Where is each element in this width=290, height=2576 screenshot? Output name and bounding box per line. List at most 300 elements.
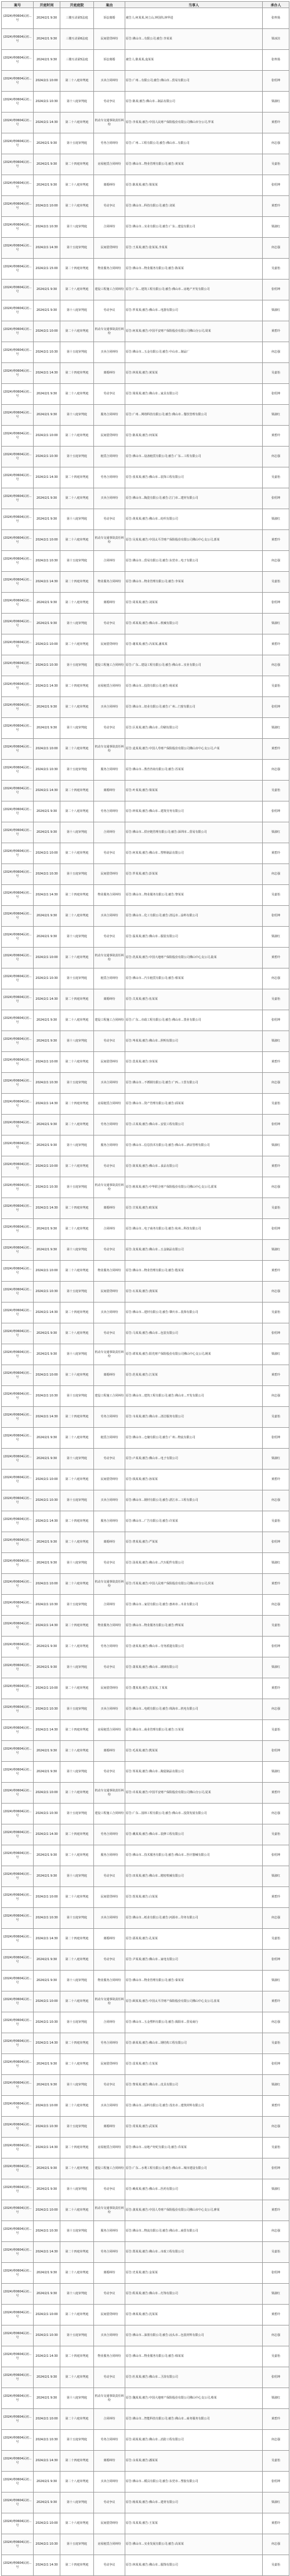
parties-cell: 原告:佛山市...投资有限公司;被告:杨某某 bbox=[125, 676, 263, 697]
courtroom-cell: 第二十六庭审判庭 bbox=[60, 843, 94, 864]
table-row bbox=[2, 634, 289, 655]
case-number-cell: (2024)粤0604民初...号 bbox=[2, 864, 34, 885]
hearing-time-cell: 2024/2/1 14:30 bbox=[34, 363, 60, 384]
judge-cell: 黄碧玲 bbox=[263, 321, 289, 342]
table-row bbox=[2, 2242, 289, 2263]
case-number-cell: (2024)粤0604民初...号 bbox=[2, 1511, 34, 1532]
hearing-time-cell: 2024/2/1 10:30 bbox=[34, 2012, 60, 2033]
cause-cell: 劳务合同纠纷 bbox=[94, 467, 125, 488]
cause-cell: 劳动争议 bbox=[94, 1323, 125, 1344]
courtroom-cell: 第十五庭审判庭 bbox=[60, 551, 94, 572]
hearing-time-cell: 2024/2/1 14:30 bbox=[34, 1094, 60, 1115]
table-row bbox=[2, 906, 289, 927]
cause-cell: 劳动争议 bbox=[94, 843, 125, 864]
hearing-time-cell: 2024/2/1 9:30 bbox=[34, 1845, 60, 1866]
hearing-time-cell: 2024/2/1 9:30 bbox=[34, 1553, 60, 1574]
judge-cell: 梁淑红 bbox=[263, 1971, 289, 1991]
judge-cell: 梁淑红 bbox=[263, 1866, 289, 1887]
hearing-time-cell: 2024/2/1 10:30 bbox=[34, 217, 60, 238]
judge-cell: 何志强 bbox=[263, 1490, 289, 1511]
hearing-time-cell: 2024/2/1 10:30 bbox=[34, 92, 60, 113]
judge-cell: 何志强 bbox=[263, 1177, 289, 1198]
case-number-cell: (2024)粤0604民初...号 bbox=[2, 1010, 34, 1031]
judge-cell: 张绍坤 bbox=[263, 1219, 289, 1240]
case-number-cell: (2024)粤0604民初...号 bbox=[2, 1637, 34, 1657]
hearing-time-cell: 2024/2/1 10:30 bbox=[34, 760, 60, 781]
table-row bbox=[2, 1052, 289, 1073]
cause-cell: 买卖合同纠纷 bbox=[94, 2096, 125, 2117]
judge-cell: 黄碧玲 bbox=[263, 1261, 289, 1282]
table-row bbox=[2, 113, 289, 133]
judge-cell: 何志强 bbox=[263, 864, 289, 885]
hearing-time-cell: 2024/2/1 10:00 bbox=[34, 948, 60, 968]
judge-cell: 黄碧玲 bbox=[263, 196, 289, 217]
table-row bbox=[2, 1678, 289, 1699]
table-row bbox=[2, 280, 289, 300]
case-number-cell: (2024)粤0604民初...号 bbox=[2, 1991, 34, 2012]
courtroom-cell: 第二十四庭审判庭 bbox=[60, 1824, 94, 1845]
case-number-cell: (2024)粤0604民初...号 bbox=[2, 676, 34, 697]
judge-cell: 黄碧玲 bbox=[263, 2200, 289, 2221]
courtroom-cell: 第十五庭审判庭 bbox=[60, 1073, 94, 1094]
hearing-time-cell: 2024/2/1 9:30 bbox=[34, 1115, 60, 1135]
courtroom-cell: 第十五庭审判庭 bbox=[60, 2221, 94, 2242]
case-number-cell: (2024)粤0604民初...号 bbox=[2, 2075, 34, 2096]
courtroom-cell: 第十八庭审判庭 bbox=[60, 2492, 94, 2513]
parties-cell: 原告:罗某某;被告:彭某某 bbox=[125, 864, 263, 885]
cause-cell: 买卖合同纠纷 bbox=[94, 1699, 125, 1720]
judge-cell: 何志强 bbox=[263, 551, 289, 572]
judge-cell: 张绍坤 bbox=[263, 280, 289, 300]
parties-cell: 原告:佛山市...广告有限公司;被告:许某某 bbox=[125, 1511, 263, 1532]
courtroom-cell: 第十八庭审判庭 bbox=[60, 300, 94, 321]
case-number-cell: (2024)粤0604民初...号 bbox=[2, 133, 34, 154]
judge-cell: 梁淑红 bbox=[263, 1553, 289, 1574]
courtroom-cell: 第二十八庭审判庭 bbox=[60, 71, 94, 92]
cause-cell: 离婚纠纷 bbox=[94, 1741, 125, 1762]
cause-cell: 离婚纠纷 bbox=[94, 593, 125, 614]
parties-cell: 原告:佛山市...建筑工程有限公司;被告:佛山市...开发有限公司 bbox=[125, 1386, 263, 1407]
judge-cell: 何志强 bbox=[263, 1804, 289, 1824]
parties-cell: 原告:佛山市...纸业有限公司;被告:河源市...印务有限公司 bbox=[125, 1908, 263, 1929]
courtroom-cell: 第十八庭审判庭 bbox=[60, 405, 94, 426]
hearing-time-cell: 2024/2/1 9:30 bbox=[34, 1344, 60, 1365]
case-number-cell: (2024)粤0604民初...号 bbox=[2, 1261, 34, 1282]
courtroom-cell: 第二十八庭审判庭 bbox=[60, 175, 94, 196]
hearing-time-cell: 2024/2/1 9:30 bbox=[34, 509, 60, 530]
parties-cell: 原告:何某某;被告:佛山市...塑料制品有限公司 bbox=[125, 843, 263, 864]
cause-cell: 房屋租赁合同纠纷 bbox=[94, 1720, 125, 1741]
hearing-time-cell: 2024/2/1 9:30 bbox=[34, 2284, 60, 2305]
table-row bbox=[2, 1428, 289, 1449]
hearing-time-cell: 2024/2/1 10:00 bbox=[34, 2200, 60, 2221]
judge-cell: 梁淑红 bbox=[263, 1031, 289, 1052]
parties-cell: 原告:佛山市...涂料有限公司;被告:茂名市...建筑材料有限公司 bbox=[125, 2096, 263, 2117]
judge-cell: 吴嘉怡 bbox=[263, 2242, 289, 2263]
cause-cell: 劳动争议 bbox=[94, 509, 125, 530]
case-number-cell: (2024)粤0604民初...号 bbox=[2, 2451, 34, 2472]
courtroom-cell: 第二十六庭审判庭 bbox=[60, 1678, 94, 1699]
parties-cell: 原告:佛山市...信息技术有限公司;被告:佛山市...酒店管理有限公司 bbox=[125, 1135, 263, 1156]
table-row bbox=[2, 384, 289, 405]
table-row bbox=[2, 676, 289, 697]
hearing-time-cell: 2024/2/1 10:00 bbox=[34, 1887, 60, 1908]
hearing-time-cell: 2024/2/1 9:30 bbox=[34, 1950, 60, 1971]
cause-cell: 物业服务合同纠纷 bbox=[94, 1616, 125, 1637]
hearing-time-cell: 2024/2/1 14:30 bbox=[34, 2451, 60, 2472]
table-row bbox=[2, 2263, 289, 2284]
parties-cell: 原告:何某某;被告:中国平安财产保险股份有限公司佛山分公司,周某 bbox=[125, 321, 263, 342]
judge-cell: 吴嘉怡 bbox=[263, 989, 289, 1010]
judge-cell: 吴嘉怡 bbox=[263, 1094, 289, 1115]
judge-cell: 黄碧玲 bbox=[263, 2409, 289, 2430]
cause-cell: 劳动争议 bbox=[94, 2367, 125, 2388]
table-row bbox=[2, 2534, 289, 2555]
judge-cell: 梁淑红 bbox=[263, 405, 289, 426]
courtroom-cell: 第二十六庭审判庭 bbox=[60, 1156, 94, 1177]
cause-cell: 机动车交通事故责任纠纷 bbox=[94, 321, 125, 342]
hearing-time-cell: 2024/2/1 10:00 bbox=[34, 634, 60, 655]
judge-cell: 黄碧玲 bbox=[263, 1156, 289, 1177]
hearing-time-cell: 2024/2/1 9:30 bbox=[34, 927, 60, 948]
parties-cell: 原告:杨某某;被告:佛山市...建材有限公司 bbox=[125, 2492, 263, 2513]
cause-cell: 物业服务合同纠纷 bbox=[94, 572, 125, 593]
parties-cell: 原告:周某某;被告:刘某某 bbox=[125, 593, 263, 614]
courtroom-cell: 第二十八庭审判庭 bbox=[60, 1115, 94, 1135]
hearing-time-cell: 2024/2/1 14:30 bbox=[34, 2242, 60, 2263]
cause-cell: 劳动争议 bbox=[94, 1449, 125, 1470]
cause-cell: 劳动争议 bbox=[94, 92, 125, 113]
cause-cell: 买卖合同纠纷 bbox=[94, 71, 125, 92]
table-row bbox=[2, 2179, 289, 2200]
cause-cell: 买卖合同纠纷 bbox=[94, 697, 125, 718]
courtroom-cell: 第十五庭审判庭 bbox=[60, 1804, 94, 1824]
hearing-time-cell: 2024/2/1 9:30 bbox=[34, 1637, 60, 1657]
parties-cell: 原告:麦某某;被告:中国人寿财产保险股份有限公司佛山市中心支公司,卢某 bbox=[125, 739, 263, 760]
table-row bbox=[2, 196, 289, 217]
hearing-time-cell: 2024/2/1 9:30 bbox=[34, 280, 60, 300]
cause-cell: 买卖合同纠纷 bbox=[94, 1908, 125, 1929]
table-row bbox=[2, 697, 289, 718]
courtroom-cell: 第十五庭审判庭 bbox=[60, 2012, 94, 2033]
courtroom-cell: 第二十八庭审判庭 bbox=[60, 1845, 94, 1866]
table-row bbox=[2, 2284, 289, 2305]
cause-cell: 民间借贷纠纷 bbox=[94, 634, 125, 655]
parties-cell: 原告:马某某;被告:佛山市...包装有限公司 bbox=[125, 1323, 263, 1344]
case-number-cell: (2024)粤0604民初...号 bbox=[2, 2033, 34, 2054]
cause-cell: 建设工程施工合同纠纷 bbox=[94, 1386, 125, 1407]
parties-cell: 原告:佛山市...资产管理有限公司;被告:邱某某 bbox=[125, 1094, 263, 1115]
case-number-cell: (2024)粤0604民初...号 bbox=[2, 1052, 34, 1073]
case-number-cell: (2024)粤0604民初...号 bbox=[2, 906, 34, 927]
judge-cell: 吴嘉怡 bbox=[263, 885, 289, 906]
judge-cell: 黄碧玲 bbox=[263, 1783, 289, 1804]
parties-cell: 原告:陈某某;被告:梁某某 bbox=[125, 175, 263, 196]
cause-cell: 离婚纠纷 bbox=[94, 1532, 125, 1553]
cause-cell: 机动车交通事故责任纠纷 bbox=[94, 739, 125, 760]
case-number-cell: (2024)粤0604民初...号 bbox=[2, 2179, 34, 2200]
cause-cell: 民间借贷纠纷 bbox=[94, 2513, 125, 2534]
table-row bbox=[2, 1031, 289, 1052]
parties-cell: 原告:佛山市...供应链管理有限公司;被告:深圳市...贸易有限公司 bbox=[125, 822, 263, 843]
judge-cell: 何志强 bbox=[263, 760, 289, 781]
case-number-cell: (2024)粤0604民初...号 bbox=[2, 1574, 34, 1595]
parties-cell: 原告:广州...工程有限公司;被告:佛山市...有限公司 bbox=[125, 133, 263, 154]
courtroom-cell: 第二十六庭审判庭 bbox=[60, 1887, 94, 1908]
judge-cell: 吴嘉怡 bbox=[263, 572, 289, 593]
courtroom-cell: 三楼互动第5法庭 bbox=[60, 8, 94, 29]
courtroom-cell: 第二十四庭审判庭 bbox=[60, 2138, 94, 2158]
judge-cell: 张绍坤 bbox=[263, 801, 289, 822]
courtroom-cell: 第十五庭审判庭 bbox=[60, 1490, 94, 1511]
cause-cell: 劳动争议 bbox=[94, 1156, 125, 1177]
parties-cell: 原告:龙某某;被告:佛山市...五金制品有限公司 bbox=[125, 1240, 263, 1261]
table-row bbox=[2, 1762, 289, 1783]
courtroom-cell: 第二十八庭审判庭 bbox=[60, 1010, 94, 1031]
hearing-time-cell: 2024/2/1 10:30 bbox=[34, 1804, 60, 1824]
judge-cell: 张绍坤 bbox=[263, 2472, 289, 2492]
cause-cell: 建设工程施工合同纠纷 bbox=[94, 655, 125, 676]
cause-cell: 劳务合同纠纷 bbox=[94, 1637, 125, 1657]
hearing-time-cell: 2024/2/1 9:30 bbox=[34, 2054, 60, 2075]
table-row bbox=[2, 1115, 289, 1135]
table-row bbox=[2, 801, 289, 822]
courtroom-cell: 第十五庭审判庭 bbox=[60, 864, 94, 885]
parties-cell: 原告:蒋某某;被告:沈某某 bbox=[125, 2305, 263, 2325]
parties-cell: 原告:佛山市...物业服务有限公司;被告:傅某某 bbox=[125, 1616, 263, 1637]
judge-cell: 何志强 bbox=[263, 1282, 289, 1302]
hearing-time-cell: 2024/2/1 9:30 bbox=[34, 2179, 60, 2200]
parties-cell: 原告:邹某某;被告:佛山市...陶瓷制品有限公司 bbox=[125, 1762, 263, 1783]
cause-cell: 劳务合同纠纷 bbox=[94, 2242, 125, 2263]
hearing-time-cell: 2024/2/1 14:30 bbox=[34, 1511, 60, 1532]
parties-cell: 原告:佛山市...有限公司;被告:李某某 bbox=[125, 29, 263, 50]
parties-cell: 原告:佛山市...贸易有限公司;被告:东莞市...电子有限公司 bbox=[125, 551, 263, 572]
cause-cell: 建设工程施工合同纠纷 bbox=[94, 280, 125, 300]
judge-cell: 张绍坤 bbox=[263, 906, 289, 927]
case-number-cell: (2024)粤0604民初...号 bbox=[2, 1323, 34, 1344]
parties-cell: 原告:佛山市...仓储有限公司;被告:广州...物流有限公司 bbox=[125, 1428, 263, 1449]
judge-cell: 梁淑红 bbox=[263, 2492, 289, 2513]
hearing-time-cell: 2024/2/1 10:30 bbox=[34, 2534, 60, 2555]
judge-cell: 张绍坤 bbox=[263, 384, 289, 405]
hearing-time-cell: 2024/2/1 14:30 bbox=[34, 1407, 60, 1428]
judge-cell: 何志强 bbox=[263, 447, 289, 467]
case-number-cell: (2024)粤0604民初...号 bbox=[2, 8, 34, 29]
cause-cell: 民间借贷纠纷 bbox=[94, 1052, 125, 1073]
judge-cell: 吴嘉怡 bbox=[263, 2555, 289, 2576]
case-number-cell: (2024)粤0604民初...号 bbox=[2, 217, 34, 238]
parties-cell: 原告:吴某某;被告:中国太平洋财产保险股份有限公司佛山中心支公司,郭某 bbox=[125, 530, 263, 551]
table-row bbox=[2, 1574, 289, 1595]
courtroom-cell: 第二十八庭审判庭 bbox=[60, 2158, 94, 2179]
parties-cell: 原告:冼某某;被告:中国大地财产保险股份有限公司佛山中心支公司,陆某 bbox=[125, 948, 263, 968]
parties-cell: 原告:卓某某;被告:中国平安财产保险股份有限公司佛山分公司,夏某 bbox=[125, 1783, 263, 1804]
judge-cell: 吴嘉怡 bbox=[263, 1302, 289, 1323]
cause-cell: 合同纠纷 bbox=[94, 822, 125, 843]
case-number-cell: (2024)粤0604民初...号 bbox=[2, 50, 34, 71]
cause-cell: 机动车交通事故责任纠纷 bbox=[94, 1783, 125, 1804]
table-row bbox=[2, 1344, 289, 1365]
hearing-time-cell: 2024/2/1 10:00 bbox=[34, 1365, 60, 1386]
cause-cell: 建设工程施工合同纠纷 bbox=[94, 2158, 125, 2179]
case-number-cell: (2024)粤0604民初...号 bbox=[2, 1490, 34, 1511]
cause-cell: 服务合同纠纷 bbox=[94, 1845, 125, 1866]
case-number-cell: (2024)粤0604民初...号 bbox=[2, 488, 34, 509]
courtroom-cell: 第二十八庭审判庭 bbox=[60, 1219, 94, 1240]
parties-cell: 原告:佛山市...油墨有限公司;被告:汕头市...包装材料有限公司 bbox=[125, 2325, 263, 2346]
cause-cell: 民间借贷纠纷 bbox=[94, 238, 125, 259]
courtroom-cell: 第二十四庭审判庭 bbox=[60, 1198, 94, 1219]
hearing-time-cell: 2024/2/1 10:00 bbox=[34, 1574, 60, 1595]
hearing-time-cell: 2024/2/1 9:30 bbox=[34, 593, 60, 614]
hearing-time-cell: 2024/2/1 10:00 bbox=[34, 196, 60, 217]
case-number-cell: (2024)粤0604民初...号 bbox=[2, 321, 34, 342]
table-row bbox=[2, 1553, 289, 1574]
case-number-cell: (2024)粤0604民初...号 bbox=[2, 259, 34, 280]
courtroom-cell: 第二十八庭审判庭 bbox=[60, 1323, 94, 1344]
courtroom-cell: 第十八庭审判庭 bbox=[60, 614, 94, 634]
case-number-cell: (2024)粤0604民初...号 bbox=[2, 113, 34, 133]
cause-cell: 服务合同纠纷 bbox=[94, 2221, 125, 2242]
judge-cell: 张绍坤 bbox=[263, 1115, 289, 1135]
hearing-time-cell: 2024/2/1 9:30 bbox=[34, 29, 60, 50]
hearing-time-cell: 2024/2/1 9:30 bbox=[34, 1010, 60, 1031]
table-row bbox=[2, 822, 289, 843]
parties-cell: 原告:毛某某;被告:熊某某 bbox=[125, 1741, 263, 1762]
courtroom-cell: 第二十六庭审判庭 bbox=[60, 634, 94, 655]
cause-cell: 合同纠纷 bbox=[94, 217, 125, 238]
table-row bbox=[2, 1804, 289, 1824]
cause-cell: 劳动争议 bbox=[94, 2555, 125, 2576]
hearing-time-cell: 2024/2/1 14:30 bbox=[34, 238, 60, 259]
table-row bbox=[2, 2388, 289, 2409]
courtroom-cell: 三楼互动第6法庭 bbox=[60, 29, 94, 50]
table-row bbox=[2, 259, 289, 280]
parties-cell: 原告:钱某某;被告:孙某某 bbox=[125, 1470, 263, 1490]
case-number-cell: (2024)粤0604民初...号 bbox=[2, 2117, 34, 2138]
hearing-time-cell: 2024/2/1 14:30 bbox=[34, 1720, 60, 1741]
courtroom-cell: 第二十六庭审判庭 bbox=[60, 1470, 94, 1490]
hearing-time-cell: 2024/2/1 14:30 bbox=[34, 1824, 60, 1845]
hearing-time-cell: 2024/2/1 14:30 bbox=[34, 1302, 60, 1323]
table-row bbox=[2, 1156, 289, 1177]
table-row bbox=[2, 1595, 289, 1616]
cause-cell: 租赁合同纠纷 bbox=[94, 968, 125, 989]
hearing-time-cell: 2024/2/1 10:00 bbox=[34, 2096, 60, 2117]
judge-cell: 张绍坤 bbox=[263, 71, 289, 92]
courtroom-cell: 第二十四庭审判庭 bbox=[60, 1511, 94, 1532]
table-row bbox=[2, 2409, 289, 2430]
judge-cell: 张绍坤 bbox=[263, 2263, 289, 2284]
case-number-cell: (2024)粤0604民初...号 bbox=[2, 1783, 34, 1804]
hearing-time-cell: 2024/2/1 9:30 bbox=[34, 2472, 60, 2492]
hearing-time-cell: 2024/2/1 10:00 bbox=[34, 1156, 60, 1177]
parties-cell: 原告:佛山市...物业管理有限公司;被告:殷某某 bbox=[125, 1261, 263, 1282]
courtroom-cell: 第十五庭审判庭 bbox=[60, 1595, 94, 1616]
hearing-time-cell: 2024/2/1 10:30 bbox=[34, 1699, 60, 1720]
case-number-cell: (2024)粤0604民初...号 bbox=[2, 154, 34, 175]
courtroom-cell: 第二十六庭审判庭 bbox=[60, 196, 94, 217]
parties-cell: 原告:范某某;被告:江某某 bbox=[125, 1365, 263, 1386]
judge-cell: 张绍坤 bbox=[263, 1741, 289, 1762]
case-number-cell: (2024)粤0604民初...号 bbox=[2, 2221, 34, 2242]
table-row bbox=[2, 2430, 289, 2451]
case-number-cell: (2024)粤0604民初...号 bbox=[2, 2242, 34, 2263]
case-number-cell: (2024)粤0604民初...号 bbox=[2, 1616, 34, 1637]
courtroom-cell: 第二十四庭审判庭 bbox=[60, 676, 94, 697]
courtroom-cell: 第十八庭审判庭 bbox=[60, 927, 94, 948]
cause-cell: 民间借贷纠纷 bbox=[94, 29, 125, 50]
parties-cell: 原告:黄某某;被告:佛山市...纺织有限公司 bbox=[125, 509, 263, 530]
judge-cell: 张绍坤 bbox=[263, 1010, 289, 1031]
case-number-cell: (2024)粤0604民初...号 bbox=[2, 1657, 34, 1678]
hearing-time-cell: 2024/2/1 14:30 bbox=[34, 467, 60, 488]
table-row bbox=[2, 1657, 289, 1678]
cause-cell: 房屋租赁合同纠纷 bbox=[94, 1094, 125, 1115]
courtroom-cell: 第二十四庭审判庭 bbox=[60, 1302, 94, 1323]
table-row bbox=[2, 885, 289, 906]
cause-cell: 租赁合同纠纷 bbox=[94, 447, 125, 467]
courtroom-cell: 第二十八庭审判庭 bbox=[60, 906, 94, 927]
parties-cell: 原告:关某某;被告:伍某某 bbox=[125, 989, 263, 1010]
courtroom-cell: 第十五庭审判庭 bbox=[60, 2534, 94, 2555]
parties-cell: 原告:佛山市...陶瓷有限公司;被告:江门市...建材有限公司 bbox=[125, 488, 263, 509]
case-number-cell: (2024)粤0604民初...号 bbox=[2, 196, 34, 217]
hearing-time-cell: 2024/2/1 9:30 bbox=[34, 1762, 60, 1783]
hearing-time-cell: 2024/2/1 9:30 bbox=[34, 2158, 60, 2179]
table-row bbox=[2, 2472, 289, 2492]
courtroom-cell: 第二十四庭审判庭 bbox=[60, 1720, 94, 1741]
cause-cell: 房屋租赁合同纠纷 bbox=[94, 154, 125, 175]
courtroom-cell: 第十八庭审判庭 bbox=[60, 1344, 94, 1365]
cause-cell: 民间借贷纠纷 bbox=[94, 1282, 125, 1302]
hearing-time-cell: 2024/2/1 10:00 bbox=[34, 739, 60, 760]
case-number-cell: (2024)粤0604民初...号 bbox=[2, 760, 34, 781]
case-number-cell: (2024)粤0604民初...号 bbox=[2, 2284, 34, 2305]
hearing-time-cell: 2024/2/1 10:00 bbox=[34, 321, 60, 342]
cause-cell: 租赁合同纠纷 bbox=[94, 1428, 125, 1449]
cause-cell: 民间借贷纠纷 bbox=[94, 1470, 125, 1490]
case-number-cell: (2024)粤0604民初...号 bbox=[2, 1595, 34, 1616]
cause-cell: 劳动争议 bbox=[94, 614, 125, 634]
cause-cell: 劳动争议 bbox=[94, 384, 125, 405]
courtroom-cell: 第二十六庭审判庭 bbox=[60, 1052, 94, 1073]
courtroom-cell: 第十八庭审判庭 bbox=[60, 509, 94, 530]
cause-cell: 机动车交通事故责任纠纷 bbox=[94, 1344, 125, 1365]
hearing-time-cell: 2024/2/1 9:30 bbox=[34, 1240, 60, 1261]
table-row bbox=[2, 405, 289, 426]
table-row bbox=[2, 1073, 289, 1094]
table-row bbox=[2, 2075, 289, 2096]
table-row bbox=[2, 1511, 289, 1532]
hearing-time-cell: 2024/2/1 9:30 bbox=[34, 405, 60, 426]
cause-cell: 民间借贷纠纷 bbox=[94, 426, 125, 447]
judge-cell: 黄碧玲 bbox=[263, 843, 289, 864]
cause-cell: 劳动争议 bbox=[94, 927, 125, 948]
case-number-cell: (2024)粤0604民初...号 bbox=[2, 1198, 34, 1219]
case-number-cell: (2024)粤0604民初...号 bbox=[2, 614, 34, 634]
table-row bbox=[2, 2158, 289, 2179]
courtroom-cell: 第二十四庭审判庭 bbox=[60, 1094, 94, 1115]
hearing-time-cell: 2024/2/1 10:30 bbox=[34, 1282, 60, 1302]
table-row bbox=[2, 739, 289, 760]
courtroom-cell: 第二十八庭审判庭 bbox=[60, 697, 94, 718]
hearing-time-cell: 2024/2/1 10:30 bbox=[34, 2430, 60, 2451]
hearing-time-cell: 2024/2/1 9:30 bbox=[34, 1532, 60, 1553]
table-row bbox=[2, 655, 289, 676]
courtroom-cell: 第十五庭审判庭 bbox=[60, 238, 94, 259]
